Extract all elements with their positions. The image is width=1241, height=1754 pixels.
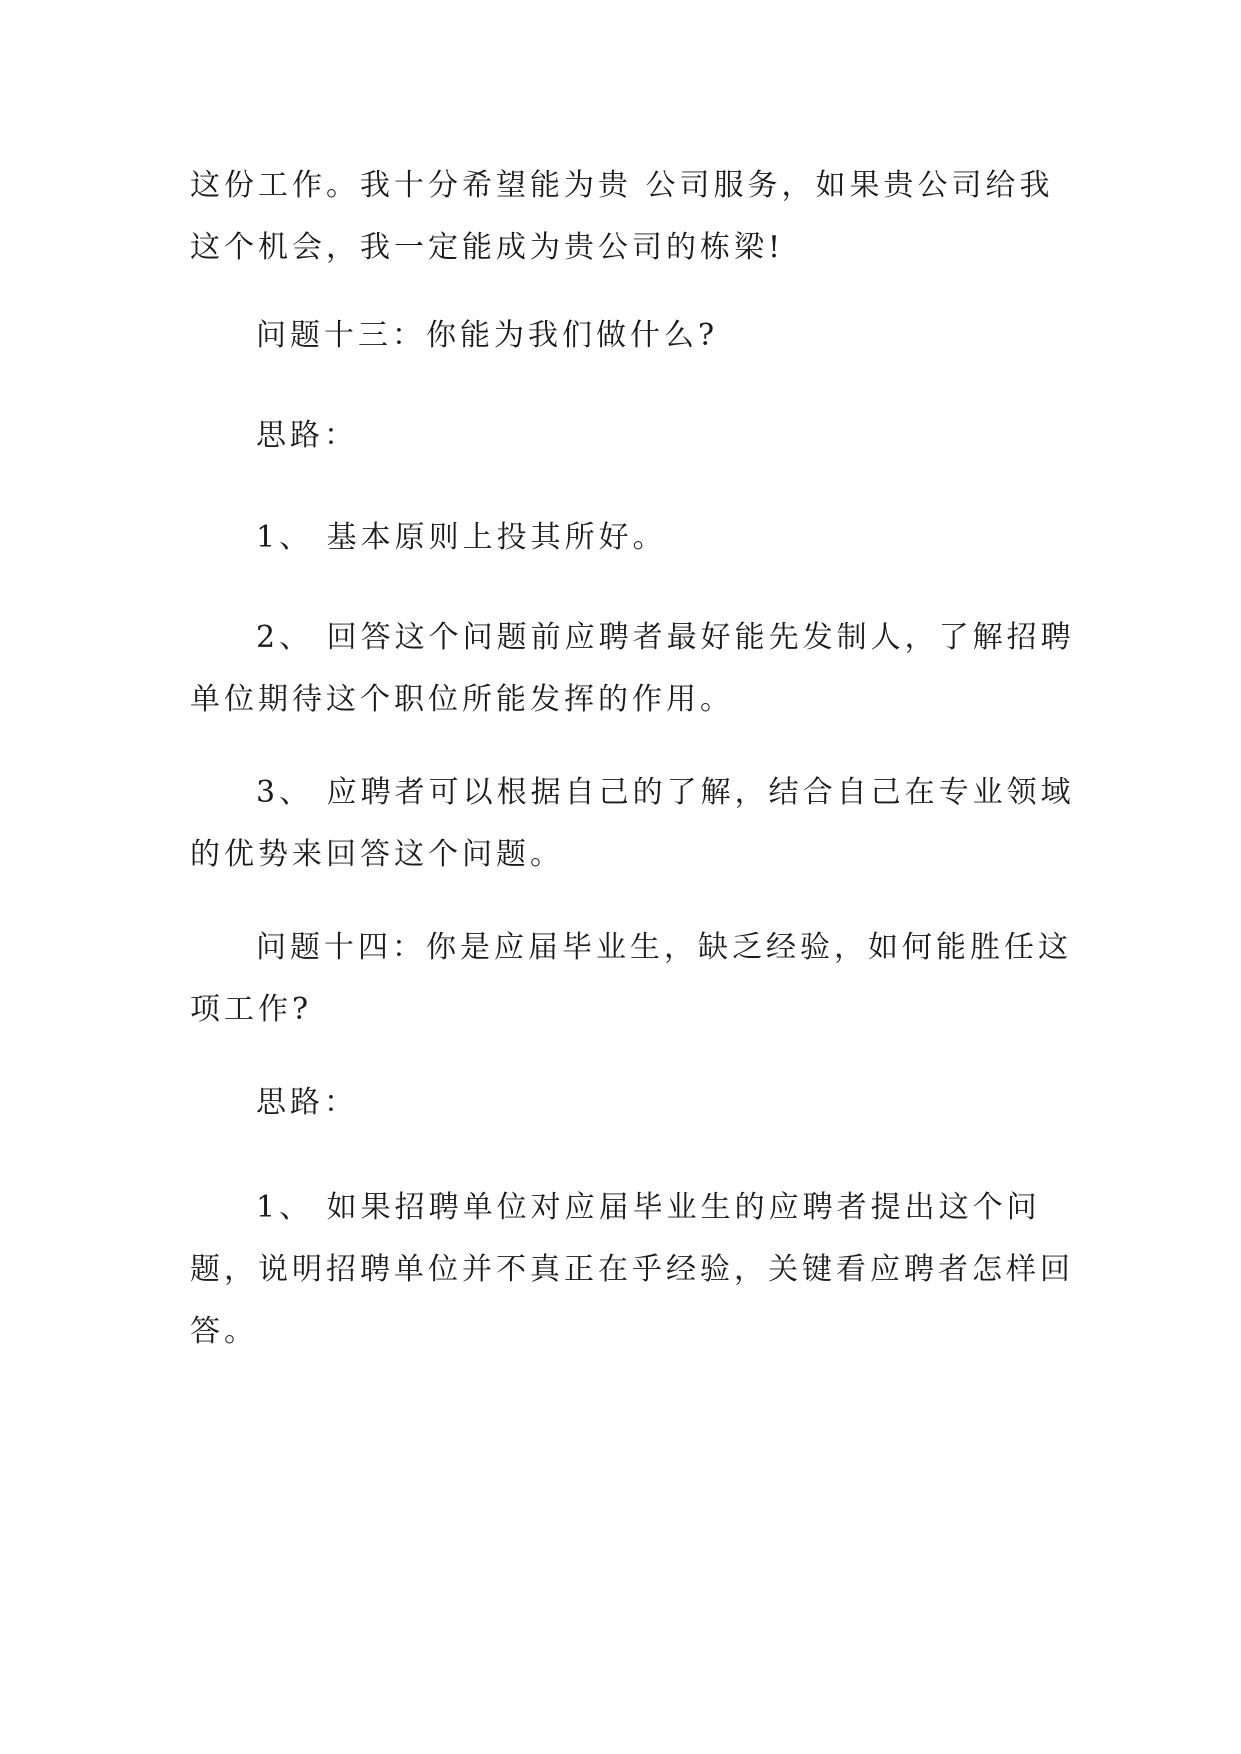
idea-label-2 <box>190 1072 1126 1134</box>
text-line: 思路： <box>256 418 358 453</box>
idea-label-1 <box>190 405 1126 467</box>
text-line: 题，说明招聘单位并不真正在乎经验，关键看应聘者怎样回 <box>190 1252 1074 1287</box>
q13-point-1 <box>190 507 1126 569</box>
text-line: 项工作? <box>190 992 313 1027</box>
q13-point-2 <box>190 607 1075 731</box>
question-14-heading <box>190 917 1072 1041</box>
text-line: 单位期待这个职位所能发挥的作用。 <box>190 682 734 717</box>
text-line: 2、 回答这个问题前应聘者最好能先发制人，了解招聘 <box>256 620 1075 655</box>
text-line: 答。 <box>190 1314 258 1349</box>
text-line: 1、 基本原则上投其所好。 <box>256 520 667 555</box>
q14-point-1 <box>190 1177 1074 1363</box>
text-line: 3、 应聘者可以根据自己的了解，结合自己在专业领域 <box>256 775 1075 810</box>
q13-point-3 <box>190 762 1075 886</box>
text-line: 这个机会，我一定能成为贵公司的栋梁! <box>190 230 785 265</box>
text-line: 思路： <box>256 1085 358 1120</box>
text-line: 问题十三：你能为我们做什么? <box>256 318 719 353</box>
question-13-heading <box>190 305 1126 367</box>
paragraph-continuation <box>190 155 1060 279</box>
text-line: 这份工作。我十分希望能为贵 公司服务，如果贵公司给我 <box>190 168 1054 203</box>
text-line: 的优势来回答这个问题。 <box>190 837 564 872</box>
text-line: 1、 如果招聘单位对应届毕业生的应聘者提出这个问 <box>256 1190 1041 1225</box>
text-line: 问题十四：你是应届毕业生，缺乏经验，如何能胜任这 <box>256 930 1072 965</box>
